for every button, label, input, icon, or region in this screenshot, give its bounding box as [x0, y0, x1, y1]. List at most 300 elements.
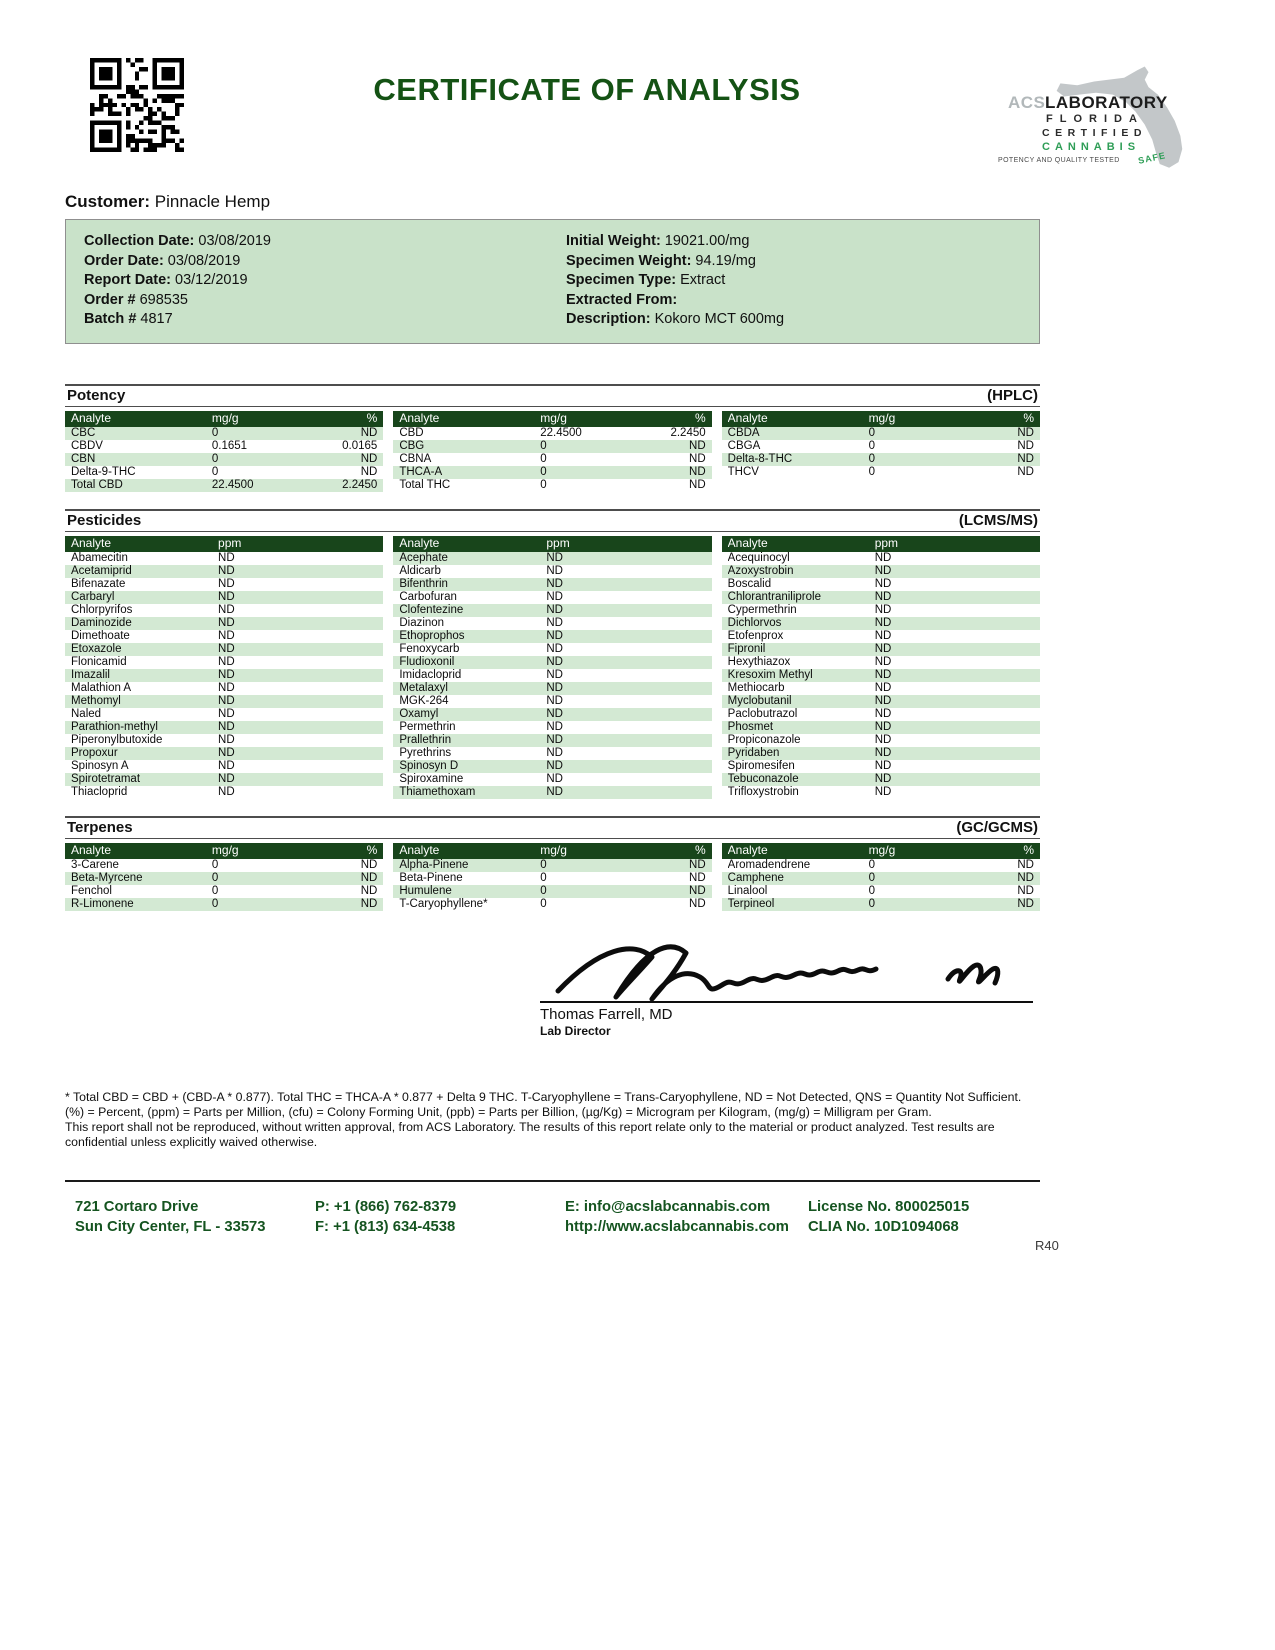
table-header: [393, 843, 711, 859]
analyte-table: [65, 536, 383, 799]
table-row: [722, 786, 1040, 799]
table-row: [393, 427, 711, 440]
analyte-name: Spinosyn D: [399, 759, 459, 772]
analyte-value: 0: [211, 426, 219, 439]
analyte-name: Carbofuran: [399, 590, 457, 603]
table-row: [722, 643, 1040, 656]
table-row: [393, 565, 711, 578]
analyte-name: T-Caryophyllene*: [399, 897, 488, 910]
column-header: %: [694, 410, 706, 425]
table-row: [393, 604, 711, 617]
signature-icon: [550, 933, 1020, 1007]
table-row: [65, 898, 383, 911]
analyte-name: Acequinocyl: [727, 551, 790, 564]
column-header: ppm: [218, 536, 242, 550]
analyte-value: 0: [211, 465, 219, 478]
analyte-value: ND: [546, 785, 563, 798]
table-row: [65, 872, 383, 885]
column-header: %: [366, 410, 378, 425]
table-row: [722, 552, 1040, 565]
table-row: [393, 617, 711, 630]
analyte-value: ND: [546, 551, 563, 564]
table-row: [722, 617, 1040, 630]
table-row: [65, 695, 383, 708]
analyte-name: CBGA: [727, 439, 761, 452]
table-row: [722, 682, 1040, 695]
analyte-value: 0: [540, 478, 547, 491]
analyte-name: Humulene: [399, 884, 452, 897]
analyte-value: ND: [546, 746, 563, 759]
analyte-value: 0: [540, 465, 547, 478]
lab-director-name: Thomas Farrell, MD: [540, 1005, 673, 1023]
logo-safe: SAFE: [1137, 150, 1167, 166]
table-row: [393, 591, 711, 604]
table-row: [65, 479, 383, 492]
table-row: [722, 656, 1040, 669]
analyte-name: Etoxazole: [71, 642, 122, 655]
analyte-table: [393, 411, 711, 492]
table-row: [393, 708, 711, 721]
section-titlebar: [65, 384, 1040, 407]
analyte-percent: ND: [1017, 858, 1034, 871]
analyte-percent: ND: [1017, 439, 1034, 452]
analyte-value: ND: [218, 642, 235, 655]
section-title: Terpenes: [67, 818, 133, 836]
table-row: [65, 578, 383, 591]
analyte-name: Propoxur: [71, 746, 118, 759]
analyte-name: Parathion-methyl: [71, 720, 158, 733]
analyte-percent: ND: [1017, 426, 1034, 439]
logo-certified: CERTIFIED: [1042, 127, 1147, 139]
analyte-value: ND: [874, 668, 892, 681]
column-header: ppm: [546, 536, 570, 550]
analyte-name: CBDV: [71, 439, 103, 452]
table-row: [722, 669, 1040, 682]
table-row: [393, 898, 711, 911]
analyte-name: CBC: [71, 426, 96, 439]
table-row: [393, 440, 711, 453]
analyte-percent: ND: [1017, 871, 1034, 884]
analyte-name: Spinosyn A: [71, 759, 129, 772]
footer-phones: [315, 1198, 565, 1237]
analyte-name: Total CBD: [71, 478, 123, 491]
analyte-name: THCV: [727, 465, 759, 478]
analyte-value: 0: [540, 884, 547, 897]
info-row: Order Date: 03/08/2019: [84, 252, 241, 269]
analyte-percent: ND: [360, 858, 378, 871]
analyte-value: ND: [546, 603, 563, 616]
analyte-value: ND: [546, 616, 563, 629]
analyte-value: ND: [874, 759, 892, 772]
section-method: (LCMS/MS): [958, 511, 1038, 529]
analyte-value: ND: [546, 564, 563, 577]
analyte-name: Dimethoate: [71, 629, 130, 642]
analyte-value: ND: [874, 629, 892, 642]
table-row: [393, 695, 711, 708]
order-info-box: [65, 219, 1040, 344]
customer-name: Pinnacle Hemp: [154, 192, 271, 211]
analyte-name: Fenchol: [71, 884, 112, 897]
analyte-value: ND: [546, 577, 563, 590]
analyte-name: Spirotetramat: [71, 772, 141, 785]
table-row: [393, 453, 711, 466]
analyte-percent: ND: [360, 871, 378, 884]
analyte-percent: ND: [360, 426, 378, 439]
analyte-name: Ethoprophos: [399, 629, 465, 642]
table-row: [65, 617, 383, 630]
table-row: [393, 747, 711, 760]
analyte-percent: ND: [689, 465, 706, 478]
table-row: [65, 859, 383, 872]
table-row: [393, 656, 711, 669]
analyte-name: Clofentezine: [399, 603, 464, 616]
analyte-value: ND: [874, 772, 892, 785]
column-header: mg/g: [868, 411, 896, 425]
table-row: [65, 734, 383, 747]
analyte-value: ND: [874, 733, 892, 746]
analyte-value: ND: [546, 733, 563, 746]
table-row: [393, 885, 711, 898]
analyte-name: Imidacloprid: [399, 668, 462, 681]
table-row: [393, 630, 711, 643]
footnote-definitions: * Total CBD = CBD + (CBD-A * 0.877). Total THC = THCA-A * 0.877 + Delta 9 THC. T-Caryophyllene = Trans-Caryophyllene, ND = Not Detected, QNS = Quantity Not Sufficient. (%) = Percent, (ppm) = Parts per Million, (cfu) = Colony Forming Unit, (ppb) = Parts per Billion, (µg/Kg) = Microgram per Kilogram, (mg/g) = Milligram per Gram.: [65, 1089, 1022, 1119]
analyte-name: Pyridaben: [727, 746, 780, 759]
page-reference: R40: [1035, 1238, 1059, 1253]
analyte-percent: ND: [1017, 884, 1034, 897]
analyte-name: Diazinon: [399, 616, 445, 629]
analyte-value: ND: [218, 759, 235, 772]
table-row: [65, 565, 383, 578]
analyte-value: ND: [218, 733, 235, 746]
table-row: [65, 643, 383, 656]
analyte-name: Dichlorvos: [727, 616, 782, 629]
analyte-value: 0: [868, 884, 875, 897]
analyte-name: Permethrin: [399, 720, 456, 733]
table-row: [722, 427, 1040, 440]
analyte-name: CBD: [399, 426, 424, 439]
info-row: Extracted From:: [566, 291, 678, 308]
analyte-name: Delta-9-THC: [71, 465, 136, 478]
analyte-value: ND: [218, 694, 235, 707]
table-row: [393, 466, 711, 479]
analyte-value: 0: [540, 871, 547, 884]
analyte-name: Oxamyl: [399, 707, 439, 720]
table-header: [722, 536, 1040, 552]
table-row: [722, 630, 1040, 643]
table-row: [722, 565, 1040, 578]
table-row: [65, 440, 383, 453]
analyte-value: ND: [546, 629, 563, 642]
info-row: Initial Weight: 19021.00/mg: [566, 233, 750, 249]
analyte-name: Daminozide: [71, 616, 132, 629]
analyte-value: ND: [874, 603, 892, 616]
analyte-name: Imazalil: [71, 668, 110, 681]
table-header: [393, 411, 711, 427]
footer-website[interactable]: http://www.acslabcannabis.com: [565, 1218, 789, 1235]
analyte-percent: ND: [689, 897, 706, 910]
analyte-value: ND: [218, 746, 235, 759]
analyte-name: Carbaryl: [71, 590, 115, 603]
column-header: Analyte: [399, 536, 440, 550]
footer-divider: [65, 1180, 1040, 1182]
table-row: [722, 898, 1040, 911]
info-row: Specimen Type: Extract: [566, 272, 726, 288]
footer-contact: [565, 1198, 808, 1237]
logo-acs: ACS: [1008, 93, 1046, 112]
section-pesticides: [65, 509, 1040, 799]
analyte-percent: ND: [1017, 897, 1034, 910]
analyte-name: Abamecitin: [71, 551, 128, 564]
page-title: CERTIFICATE OF ANALYSIS: [373, 72, 801, 107]
analyte-name: Linalool: [727, 884, 768, 897]
analyte-name: CBN: [71, 452, 96, 465]
analyte-percent: ND: [1017, 465, 1034, 478]
customer-label: Customer:: [65, 192, 151, 211]
analyte-name: Malathion A: [71, 681, 132, 694]
analyte-value: 22.4500: [540, 426, 582, 439]
analyte-value: 0: [211, 871, 219, 884]
table-row: [722, 453, 1040, 466]
analyte-value: ND: [218, 551, 235, 564]
analyte-name: Pyrethrins: [399, 746, 452, 759]
analyte-percent: 2.2450: [342, 478, 378, 491]
analyte-value: ND: [218, 668, 235, 681]
analyte-value: ND: [218, 785, 235, 798]
analyte-value: 0: [540, 439, 547, 452]
table-row: [65, 885, 383, 898]
table-row: [65, 708, 383, 721]
logo-tagline: POTENCY AND QUALITY TESTED: [998, 157, 1120, 164]
analyte-value: 0.1651: [211, 439, 248, 452]
analyte-percent: 0.0165: [342, 439, 378, 452]
analyte-name: Spiromesifen: [727, 759, 795, 772]
footer-phone: P: +1 (866) 762-8379: [315, 1199, 457, 1216]
column-header: %: [1023, 842, 1034, 857]
analyte-name: Alpha-Pinene: [399, 858, 469, 871]
table-row: [65, 721, 383, 734]
logo-florida: FLORIDA: [1046, 113, 1144, 125]
analyte-table: [65, 411, 383, 492]
analyte-percent: ND: [689, 478, 706, 491]
analyte-name: Chlorpyrifos: [71, 603, 133, 616]
analyte-value: 22.4500: [211, 478, 254, 491]
analyte-value: ND: [546, 590, 563, 603]
table-row: [722, 695, 1040, 708]
column-header: Analyte: [727, 536, 768, 550]
analyte-percent: ND: [1017, 452, 1034, 465]
analyte-value: 0: [868, 465, 875, 478]
analyte-name: Methiocarb: [727, 681, 785, 694]
analyte-value: ND: [546, 707, 563, 720]
logo-laboratory: LABORATORY: [1045, 93, 1168, 112]
analyte-table: [393, 843, 711, 911]
table-row: [393, 643, 711, 656]
table-row: [722, 591, 1040, 604]
analyte-value: 0: [540, 452, 547, 465]
analyte-percent: ND: [360, 897, 378, 910]
table-row: [65, 630, 383, 643]
table-row: [65, 773, 383, 786]
analyte-name: MGK-264: [399, 694, 449, 707]
acs-laboratory-logo: [990, 60, 1205, 178]
analyte-name: Aromadendrene: [727, 858, 811, 871]
analyte-percent: ND: [360, 452, 378, 465]
info-row: Description: Kokoro MCT 600mg: [566, 311, 785, 327]
table-row: [722, 708, 1040, 721]
table-row: [722, 872, 1040, 885]
order-info-right: [566, 232, 784, 330]
analyte-name: Phosmet: [727, 720, 774, 733]
table-row: [393, 682, 711, 695]
analyte-name: Acephate: [399, 551, 448, 564]
section-method: (HPLC): [987, 386, 1038, 404]
analyte-value: ND: [218, 655, 235, 668]
lab-director-title: Lab Director: [540, 1023, 611, 1038]
analyte-name: Cypermethrin: [727, 603, 797, 616]
section-tables: [65, 536, 1040, 799]
analyte-percent: ND: [360, 884, 378, 897]
column-header: mg/g: [211, 411, 239, 425]
analyte-value: 0: [868, 439, 875, 452]
table-row: [722, 604, 1040, 617]
customer-line: [65, 192, 1210, 212]
analyte-percent: ND: [689, 871, 706, 884]
analyte-name: Metalaxyl: [399, 681, 448, 694]
table-row: [65, 682, 383, 695]
column-header: mg/g: [868, 843, 896, 857]
analyte-value: 0: [211, 897, 219, 910]
table-row: [65, 747, 383, 760]
column-header: %: [694, 842, 706, 857]
section-titlebar: [65, 816, 1040, 839]
analyte-name: Thiamethoxam: [399, 785, 476, 798]
license-number: License No. 800025015: [808, 1199, 970, 1216]
analyte-name: Beta-Pinene: [399, 871, 463, 884]
analyte-percent: ND: [689, 439, 706, 452]
analyte-name: Beta-Myrcene: [71, 871, 143, 884]
column-header: %: [366, 842, 378, 857]
results-sections: [65, 384, 1040, 911]
analyte-value: ND: [546, 720, 563, 733]
table-row: [65, 552, 383, 565]
analyte-value: ND: [218, 590, 235, 603]
info-row: Order # 698535: [84, 291, 188, 308]
column-header: Analyte: [71, 843, 112, 857]
column-header: mg/g: [540, 843, 567, 857]
analyte-name: R-Limonene: [71, 897, 134, 910]
analyte-name: Etofenprox: [727, 629, 784, 642]
table-row: [722, 734, 1040, 747]
table-header: [65, 411, 383, 427]
footer-fax: F: +1 (813) 634-4538: [315, 1218, 456, 1235]
analyte-name: Prallethrin: [399, 733, 452, 746]
analyte-name: CBG: [399, 439, 425, 452]
info-row: Report Date: 03/12/2019: [84, 272, 248, 288]
section-tables: [65, 843, 1040, 911]
analyte-name: Delta-8-THC: [727, 452, 793, 465]
table-row: [65, 591, 383, 604]
table-header: [722, 843, 1040, 859]
footer-license: [808, 1198, 1210, 1237]
analyte-value: ND: [874, 720, 892, 733]
analyte-name: THCA-A: [399, 465, 443, 478]
analyte-name: Camphene: [727, 871, 784, 884]
analyte-value: 0: [211, 884, 219, 897]
table-row: [393, 669, 711, 682]
table-row: [722, 440, 1040, 453]
analyte-name: Terpineol: [727, 897, 775, 910]
analyte-value: ND: [546, 668, 563, 681]
analyte-value: 0: [868, 897, 875, 910]
section-method: (GC/GCMS): [956, 818, 1038, 836]
analyte-name: CBNA: [399, 452, 432, 465]
footer: [75, 1198, 1210, 1237]
analyte-name: Acetamiprid: [71, 564, 132, 577]
table-row: [722, 721, 1040, 734]
table-row: [393, 773, 711, 786]
analyte-name: Kresoxim Methyl: [727, 668, 813, 681]
column-header: Analyte: [727, 411, 768, 425]
analyte-name: CBDA: [727, 426, 760, 439]
table-row: [65, 604, 383, 617]
analyte-value: ND: [874, 564, 892, 577]
analyte-percent: ND: [689, 884, 706, 897]
column-header: Analyte: [399, 843, 440, 857]
footer-email[interactable]: E: info@acslabcannabis.com: [565, 1199, 771, 1216]
table-row: [393, 859, 711, 872]
section-titlebar: [65, 509, 1040, 532]
analyte-value: ND: [874, 746, 892, 759]
analyte-value: ND: [874, 590, 892, 603]
column-header: mg/g: [540, 411, 567, 425]
table-row: [65, 786, 383, 799]
analyte-value: ND: [546, 642, 563, 655]
analyte-value: ND: [874, 694, 892, 707]
analyte-name: 3-Carene: [71, 858, 119, 871]
table-row: [393, 786, 711, 799]
analyte-name: Tebuconazole: [727, 772, 799, 785]
table-row: [393, 760, 711, 773]
info-row: Collection Date: 03/08/2019: [84, 233, 271, 249]
analyte-name: Naled: [71, 707, 102, 720]
column-header: %: [1023, 410, 1034, 425]
analyte-name: Chlorantraniliprole: [727, 590, 821, 603]
table-row: [722, 466, 1040, 479]
analyte-name: Azoxystrobin: [727, 564, 794, 577]
analyte-table: [722, 411, 1040, 492]
column-header: Analyte: [399, 411, 440, 425]
table-row: [393, 578, 711, 591]
table-row: [722, 885, 1040, 898]
section-title: Pesticides: [67, 511, 142, 529]
analyte-name: Aldicarb: [399, 564, 441, 577]
signature-line: [540, 1001, 1033, 1003]
analyte-value: ND: [874, 551, 892, 564]
analyte-name: Thiacloprid: [71, 785, 128, 798]
table-row: [65, 427, 383, 440]
clia-number: CLIA No. 10D1094068: [808, 1218, 959, 1235]
logo-cannabis: CANNABIS: [1042, 141, 1141, 153]
analyte-value: ND: [218, 629, 235, 642]
analyte-value: ND: [218, 720, 235, 733]
analyte-value: ND: [218, 772, 235, 785]
analyte-value: ND: [874, 707, 892, 720]
analyte-table: [393, 536, 711, 799]
footer-address: 721 Cortaro Drive Sun City Center, FL - 33573: [75, 1199, 266, 1235]
table-row: [393, 872, 711, 885]
info-row: Specimen Weight: 94.19/mg: [566, 252, 756, 269]
analyte-value: ND: [874, 785, 892, 798]
